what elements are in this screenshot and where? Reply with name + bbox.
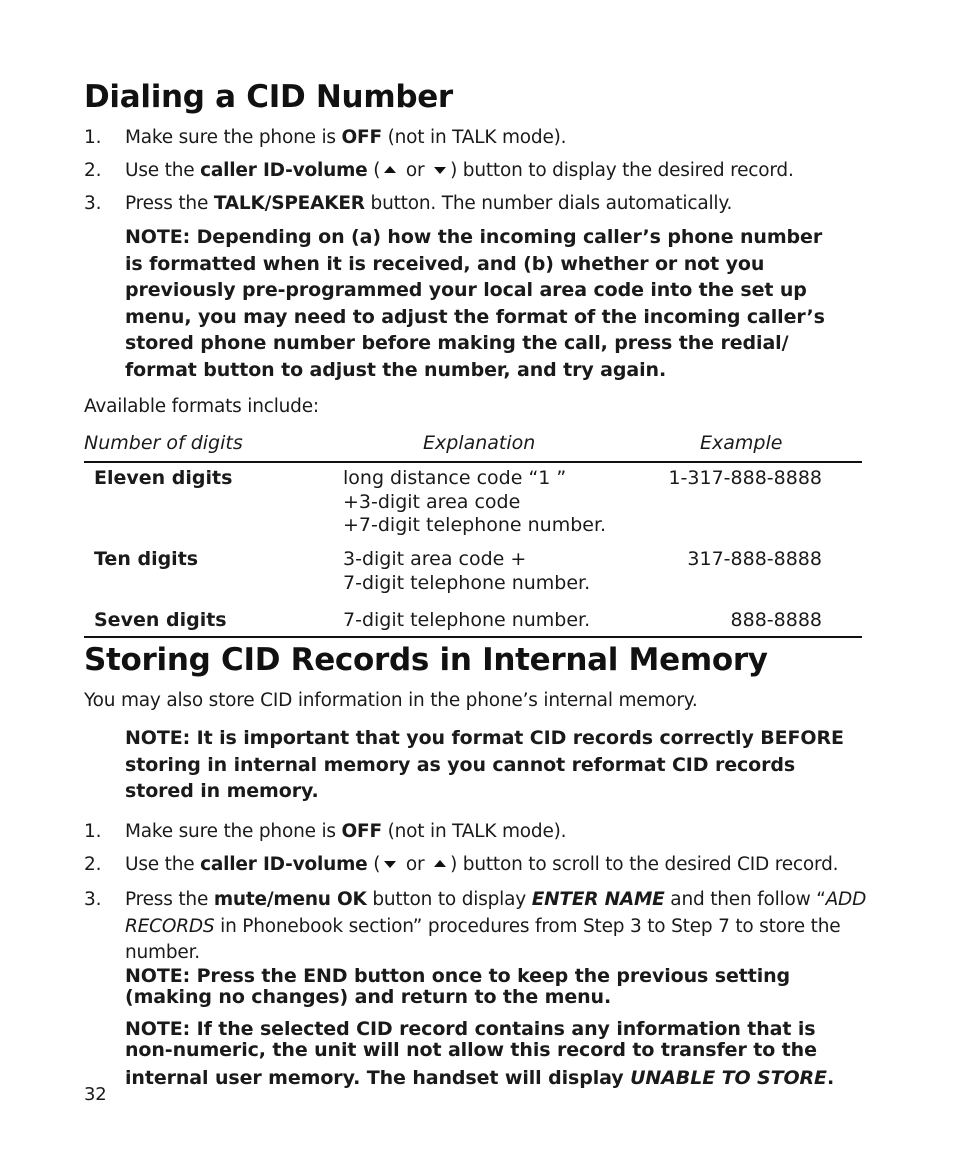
table-row-label: Seven digits <box>94 609 227 631</box>
table-row-example: 1-317-888-8888 <box>668 467 822 489</box>
table-header-digits: Number of digits <box>84 432 243 454</box>
note-end-button: NOTE: Press the END button once to keep the previous setting (making no changes) and return to the menu. <box>125 965 791 1008</box>
table-row-example: 888-8888 <box>730 609 822 631</box>
page-number: 32 <box>84 1084 107 1105</box>
table-row-example: 317-888-8888 <box>687 548 822 570</box>
down-arrow-icon <box>434 167 446 174</box>
up-arrow-icon <box>434 860 446 867</box>
formats-intro: Available formats include: <box>84 396 319 417</box>
note-non-numeric-last: internal user memory. The handset will display UNABLE TO STORE. <box>125 1067 835 1089</box>
table-row-label: Eleven digits <box>94 467 233 489</box>
section-title-storing: Storing CID Records in Internal Memory <box>84 642 768 678</box>
table-bottom-rule <box>84 636 862 638</box>
table-top-rule <box>84 461 862 463</box>
down-arrow-icon <box>384 861 396 868</box>
note-non-numeric: NOTE: If the selected CID record contains any information that is non-numeric, the unit will not allow this record to transfer to the <box>125 1018 817 1061</box>
up-arrow-icon <box>384 166 396 173</box>
table-row-explanation: long distance code “1 ” +3-digit area code +7-digit telephone number. <box>343 467 607 536</box>
note-format: NOTE: Depending on (a) how the incoming caller’s phone number is formatted when it is received, and (b) whether or not you previously pre-programmed your local area code into the set up menu, you may need to adjust the format of the incoming caller’s stored phone number before making the call, press the redial/ format button to adjust the number, and try again. <box>125 226 825 381</box>
table-row-explanation: 3-digit area code + 7-digit telephone number. <box>343 548 591 594</box>
section2-intro: You may also store CID information in the phone’s internal memory. <box>84 690 698 711</box>
table-row-explanation: 7-digit telephone number. <box>343 609 591 631</box>
section-title-dialing: Dialing a CID Number <box>84 79 453 115</box>
table-header-example: Example <box>700 432 783 454</box>
note-important: NOTE: It is important that you format CID records correctly BEFORE storing in internal memory as you cannot reformat CID records stored in memory. <box>125 727 844 802</box>
table-row-label: Ten digits <box>94 548 199 570</box>
table-header-explanation: Explanation <box>423 432 536 454</box>
